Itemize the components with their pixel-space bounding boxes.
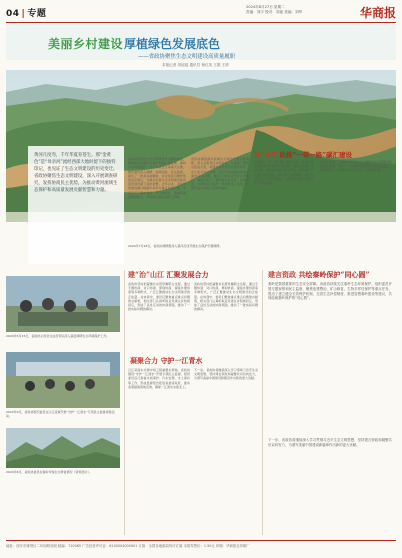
article-column-e: 省政协坚持把凝聚共识贯穿履职全过程，通过专题协商、对口协商、界别协商、提案办理协商等多种形式，广泛汇聚推动生态文明建设的正能量。在协商中，委员们聚焦重点难点问题建言献策，相关部门认真听取意见建议并积极回应，形成了良性互动的协商氛围，推动了一批实际问题的解决。 — [128, 282, 190, 312]
article-column-f: 秦岭是我国重要的生态安全屏障。省政协持续关注秦岭生态环境保护，组织委员开展专题视察和民主监督，聚焦违建整治、矿山修复、生物多样性保护等重点任务，提出了建立健全长效保护机制、完善生态补偿制度、推进智慧秦岭建设等建议，共同绘就秦岭保护的“同心圆”。 — [268, 282, 392, 301]
photo-meeting-1 — [6, 276, 120, 332]
section-heading-lead: 推”长江 — [254, 151, 278, 159]
header-rule — [6, 22, 396, 23]
section-heading-hanjiang — [130, 356, 202, 366]
article-column-g: 汉江是南水北调中线工程重要水源地。省政协围绕“守护一江清水”开展专项民主监督，组织委员沿江察看水质保护、污水处理、水土保持等工作，形成监督报告报送省委省政府，推动各项措施落地见效，确保一江清水永续北上。 — [128, 368, 190, 389]
page-footer: 地址：西安市雁塔区二环南路西段 邮编：710065 广告经营许可证：6100004000001 订阅：全国各地邮局均可订阅 本报零售价：1.50元 印刷：华商报社印刷厂 — [6, 544, 250, 548]
photo-meeting-1-caption: 2024年5月15日，省政协主席会议成员带队深入基层调研生态环境保护工作。 — [6, 334, 110, 338]
section-heading-consensus — [128, 270, 209, 280]
section-heading-lead: 凝聚合力 — [130, 356, 158, 365]
header-editors: 责编：刘宇 校对：刘瑶 美编：刘华 — [246, 10, 303, 14]
mid-photo-caption: 2024年6月，省政协委员在秦岭考察生态修复情况（资料图片）。 — [6, 470, 93, 474]
footer-rule — [6, 540, 396, 541]
page-number: 04 — [6, 9, 20, 19]
headline-title: 厚植绿色发展底色 — [124, 37, 221, 51]
section-heading-rest: 共绘秦岭保护“同心圆” — [298, 270, 370, 279]
section-heading-rest: 助推“一带一路”碳汇建设 — [279, 151, 352, 159]
article-column-e-continued: 省政协坚持把凝聚共识贯穿履职全过程，通过专题协商、对口协商、界别协商、提案办理协商等多种形式，广泛汇聚推动生态文明建设的正能量。在协商中，委员们聚焦重点难点问题建言献策，相关部门认真听取意见建议并积极回应，形成了良性互动的协商氛围，推动了一批实际问题的解决。 — [194, 282, 258, 312]
headline-subtitle: ——省政协聚焦生态文明建设高质量履职 — [138, 54, 236, 60]
article-column-b: 省政协围绕黄河流域生态保护开展专题调研，深入沿黄县区实地察看，与基层干部群众座谈交流，梳理出水资源节约集约利用、水土流失综合治理、生态产品价值实现等方面的突出问题，提出了切实可行的对策建议。委员们表示，要坚持生态优先、绿色发展，共同抓好大保护，协同推进大治理，让黄河成为造福人民的幸福河。 — [191, 157, 249, 191]
article-column-d: 各民主党派、工商联和无党派人士围绕生态文明建设积极建言献策，形成了一批高质量提案和社情民意信息，推动解决了一批群众关心关注的生态环境问题。 — [320, 160, 392, 173]
section-heading-qinling — [268, 270, 370, 280]
article-column-a: 省政协坚持把生态文明建设作为履职重点，围绕黄河流域生态保护和高质量发展、秦岭生态环境保护、汉江水质安全等重大议题，组织委员深入调研、协商议政、民主监督，提出了一批具有前瞻性、针对性和可操作性的意见建议，为推动全省生态文明建设高质量发展贡献了政协智慧。去年以来，省政协把推进碳达峰碳中和作为重点协商议题，先后召开专题协商会、对口协商会，形成高质量调研报告，多项建议被有关部门采纳。 — [128, 157, 186, 199]
article-column-h: 下一步，省政协将继续深入学习贯彻习近平生态文明思想，坚持建言资政和凝聚共识双向发力，为谱写美丽中国建设新篇章作出新的更大贡献。 — [194, 368, 258, 381]
photo-meeting-2-caption: 2024年6月，省政协组织委员在汉江流域开展“守护一江清水”专项民主监督视察活动。 — [6, 410, 115, 419]
headline-byline: 本报记者 刘瑶瑶 通讯员 杨红英 王娟 王婷 — [162, 63, 229, 67]
headline-seal-text: 美丽乡村建设 — [48, 37, 124, 51]
lead-paragraph: 黄河几度弯，千年华夏育苍生。那“金黄色”是“母亲河”流经西部大地时留下的独特印记，也见证了生态文明建设的历史变迁。省政协聚焦生态文明建设，深入开展调查研究，发挥协商民主优势，为推动黄河流域生态保护和高质量发展贡献智慧和力量。 — [34, 153, 118, 193]
article-column-c: 在推进“一带一路”碳汇建设方面，省政协组织委员赴多个地市开展调研，提出完善碳汇交易机制、加强林业碳汇项目开发、推动碳汇产业链延伸等建议。相关部门积极吸纳，碳汇交易试点工作有序推进，为实现“双碳”目标积累了有益经验。 — [254, 160, 314, 186]
page-header-info — [246, 4, 396, 20]
section-heading-rest: 汇聚发展合力 — [166, 270, 209, 279]
section-heading-rest: 守护一江青水 — [160, 356, 203, 365]
page-section-label: 专题 — [27, 9, 47, 19]
column-divider-left — [124, 270, 125, 535]
page-number-and-section — [6, 6, 46, 19]
section-heading-carbon-sink — [254, 150, 352, 159]
photo-qinling-mountains — [6, 428, 120, 468]
section-heading-lead: 建“治”山江 — [128, 270, 165, 279]
masthead-logo: 华商报 — [359, 6, 396, 20]
article-column-h-right: 下一步，省政协将继续深入学习贯彻习近平生态文明思想，坚持建言资政和凝聚共识双向发力，为谱写美丽中国建设新篇章作出新的更大贡献。 — [268, 438, 392, 447]
section-heading-lead: 建言资政 — [268, 270, 296, 279]
header-date: 2024年8月27日 星期二 — [246, 5, 285, 9]
column-divider-right — [262, 270, 263, 535]
header-divider: | — [21, 9, 26, 19]
lead-paragraph-box — [28, 146, 124, 264]
header-meta — [246, 5, 336, 15]
main-photo-caption: 2024年7月18日，省政协调研组深入黄河沿线开展生态保护专题调研。 — [128, 244, 223, 248]
photo-meeting-2 — [6, 352, 120, 408]
